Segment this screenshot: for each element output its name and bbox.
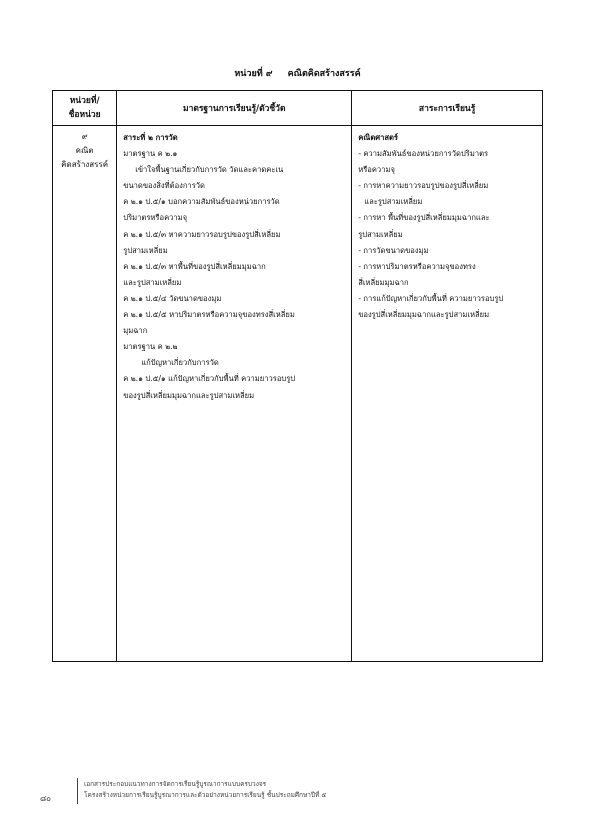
footer-divider — [77, 778, 78, 804]
page-number: ๘๐ — [40, 794, 52, 803]
content-line: และรูปสามเหลี่ยม — [364, 197, 423, 207]
standards-line: ค ๒.๑ ป.๕/๓ หาความยาวรอบรูปของรูปสี่เหลี่ยม — [123, 229, 281, 239]
content-line: - การหาความยาวรอบรูปของรูปสี่เหลี่ยม — [358, 181, 489, 191]
standards-line: ปริมาตรหรือความจุ — [123, 213, 188, 223]
page-title — [0, 66, 595, 80]
content-line: สี่เหลี่ยมมุมฉาก — [358, 277, 409, 287]
content-line: - การหา พื้นที่ของรูปสี่เหลี่ยมมุมฉากและ — [358, 213, 490, 223]
standards-line: และรูปสามเหลี่ยม — [123, 277, 182, 287]
unit-number-title: หน่วยที่ ๙ — [234, 69, 273, 79]
header-content: สาระการเรียนรู้ — [352, 91, 543, 126]
unit-name-line1: คณิต — [75, 146, 94, 155]
standards-line: ขนาดของสิ่งที่ต้องการวัด — [123, 181, 205, 191]
standards-line: สาระที่ ๒ การวัด — [123, 133, 178, 142]
footer-caption — [84, 779, 326, 801]
standards-line: มุมฉาก — [123, 326, 148, 336]
unit-number: ๙ — [81, 132, 88, 141]
standards-line: ค ๒.๑ ป.๕/๓ หาพื้นที่ของรูปสี่เหลี่ยมมุมฉาก — [123, 261, 266, 271]
content-line: หรือความจุ — [358, 165, 395, 175]
content-line: คณิตศาสตร์ — [358, 133, 398, 142]
table-header-row — [53, 91, 543, 126]
table-row — [53, 126, 543, 662]
header-unit-line2: ชื่อหน่วย — [68, 110, 101, 120]
footer-line2: โครงสร้างหน่วยการเรียนรู้บูรณาการและตัวอย่างหน่วยการเรียนรู้ ชั้นประถมศึกษาปีที่ ๕ — [84, 791, 327, 799]
unit-name-line2: คิดสร้างสรรค์ — [61, 160, 109, 169]
standards-line: ค ๒.๑ ป.๕/๕ หาปริมาตรหรือความจุของทรงสี่เหลี่ยม — [123, 310, 295, 320]
standards-line: ค ๒.๑ ป.๕/๑ บอกความสัมพันธ์ของหน่วยการวัด — [123, 197, 280, 207]
content-line: - การหาปริมาตรหรือความจุของทรง — [358, 261, 476, 271]
content-line: ของรูปสี่เหลี่ยมมุมฉากและรูปสามเหลี่ยม — [358, 310, 490, 320]
header-unit-line1: หน่วยที่/ — [69, 96, 100, 106]
footer-line1: เอกสารประกอบแนวทางการจัดการเรียนรู้บูรณาการแบบครบวงจร — [84, 780, 267, 788]
curriculum-table — [52, 90, 543, 662]
content-line: - การวัดขนาดของมุม — [358, 245, 429, 255]
standards-line: ค ๒.๑ ป.๕/๑ แก้ปัญหาเกี่ยวกับพื้นที่ ความยาวรอบรูป — [123, 374, 296, 384]
unit-cell — [53, 126, 117, 662]
standards-line: มาตรฐาน ค ๒.๒ — [123, 342, 178, 352]
content-line: รูปสามเหลี่ยม — [358, 229, 403, 239]
standards-line: แก้ปัญหาเกี่ยวกับการวัด — [141, 358, 219, 368]
standards-line: รูปสามเหลี่ยม — [123, 245, 168, 255]
content-line: - ความสัมพันธ์ของหน่วยการวัดปริมาตร — [358, 149, 489, 159]
content-line: - การแก้ปัญหาเกี่ยวกับพื้นที่ ความยาวรอบรูป — [358, 293, 504, 303]
standards-line: มาตรฐาน ค ๒.๑ — [123, 149, 178, 159]
content-cell — [352, 126, 543, 662]
standards-cell — [117, 126, 352, 662]
standards-line: ของรูปสี่เหลี่ยมมุมฉากและรูปสามเหลี่ยม — [123, 390, 255, 400]
header-unit — [53, 91, 117, 126]
unit-name-title: คณิตคิดสร้างสรรค์ — [287, 69, 361, 79]
standards-line: ค ๒.๑ ป.๕/๔ วัดขนาดของมุม — [123, 293, 222, 303]
header-standards: มาตรฐานการเรียนรู้/ตัวชี้วัด — [117, 91, 352, 126]
standards-line: เข้าใจพื้นฐานเกี่ยวกับการวัด วัดและคาดคะเน — [135, 165, 284, 175]
